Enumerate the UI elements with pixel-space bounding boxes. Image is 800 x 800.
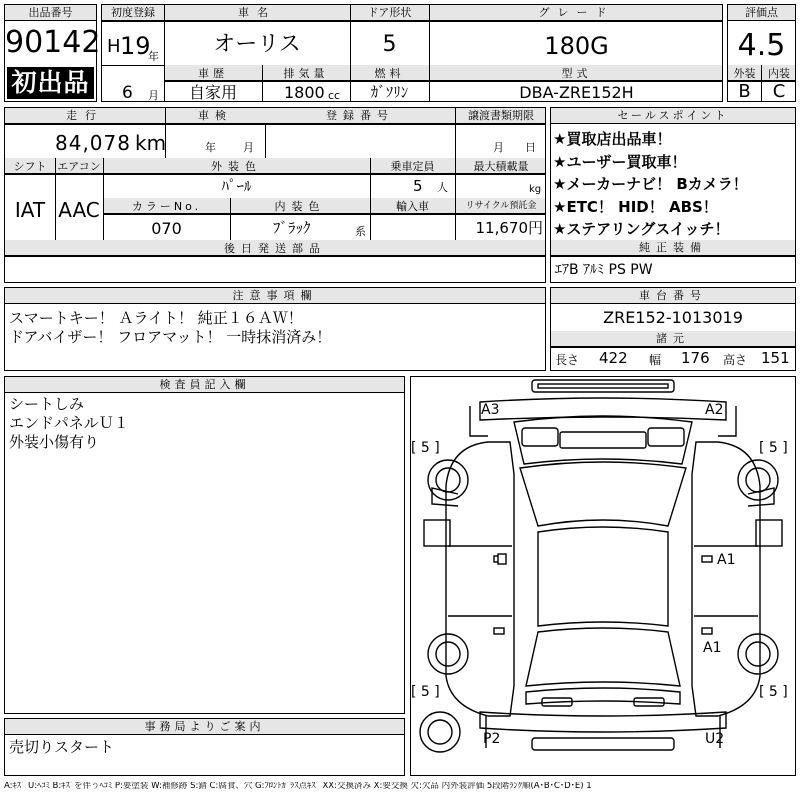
import-label: 輸入車 bbox=[396, 200, 429, 213]
shift: IAT bbox=[14, 198, 46, 222]
mark-u2: U2 bbox=[705, 731, 725, 747]
displacement-label: 排気量 bbox=[283, 67, 329, 80]
length: 422 bbox=[599, 349, 628, 367]
transfer-label: 譲渡書類期限 bbox=[468, 109, 534, 122]
exterior-color-label: 外装色 bbox=[211, 160, 262, 173]
sales-point-item: ★メーカーナビ！ Bカメラ！ bbox=[553, 175, 748, 193]
exterior-grade: B bbox=[738, 81, 751, 102]
vehicle-damage-diagram bbox=[410, 376, 796, 776]
doors: 5 bbox=[382, 32, 397, 57]
model: DBA-ZRE152H bbox=[519, 83, 634, 102]
mark-a2: A2 bbox=[705, 402, 724, 418]
height: 151 bbox=[761, 349, 790, 367]
score: 4.5 bbox=[737, 28, 786, 63]
exterior-grade-label: 外装 bbox=[733, 67, 756, 80]
tyre-depth-front-left: [ 5 ] bbox=[411, 440, 440, 456]
diagram-box bbox=[410, 376, 796, 776]
sales-point-item: ★買取店出品車！ bbox=[553, 130, 672, 148]
month-unit: 月 bbox=[148, 89, 159, 102]
sales-points-box bbox=[550, 107, 796, 283]
mileage: 84,078 bbox=[55, 131, 131, 155]
office-text: 売切りスタート bbox=[9, 738, 115, 756]
inspector-line: 外装小傷有り bbox=[9, 433, 100, 451]
width-label: 幅 bbox=[649, 353, 662, 367]
interior-color: ﾌﾞﾗｯｸ bbox=[273, 219, 311, 237]
recycle-label: リサイクル預託金 bbox=[465, 201, 537, 211]
note-line: ドアバイザー！ フロアマット！ 一時抹消済み！ bbox=[9, 328, 332, 346]
width: 176 bbox=[681, 349, 710, 367]
displacement: 1800 bbox=[284, 83, 325, 102]
notes-box bbox=[4, 287, 546, 371]
shift-label: シフト bbox=[13, 160, 47, 173]
note-line: スマートキー！ Ａライト！ 純正１６ＡＷ！ bbox=[9, 309, 303, 327]
office-box bbox=[4, 718, 405, 776]
model-label: 型式 bbox=[561, 67, 592, 80]
mark-a1-front: A1 bbox=[717, 552, 736, 568]
score-label: 評価点 bbox=[728, 5, 795, 21]
car-name: オーリス bbox=[213, 32, 301, 57]
mark-a1-rear: A1 bbox=[703, 640, 722, 656]
color-no-label: カラーNo. bbox=[131, 200, 202, 213]
sales-point-item: ★ステアリングスイッチ！ bbox=[553, 220, 730, 238]
sales-point-item: ★ETC！ HID！ ABS！ bbox=[553, 197, 718, 216]
inspection-year-unit: 年 bbox=[205, 141, 216, 154]
max-load-label: 最大積載量 bbox=[473, 160, 529, 173]
sales-points-list bbox=[553, 128, 748, 241]
equipment-items: ｴｱB ｱﾙﾐ PS PW bbox=[555, 262, 653, 278]
color-no: 070 bbox=[151, 219, 182, 238]
grade: 180G bbox=[544, 32, 609, 60]
height-label: 高さ bbox=[723, 353, 748, 367]
mileage-label: 走行 bbox=[66, 109, 104, 122]
registration-label: 登録番号 bbox=[326, 109, 394, 122]
max-load-unit: kg bbox=[529, 184, 542, 195]
reg-month: 6 bbox=[122, 83, 133, 103]
year-unit: 年 bbox=[148, 50, 159, 63]
vehicle-header-box bbox=[101, 4, 723, 102]
score-box bbox=[727, 4, 796, 102]
first-listing-badge: 初出品 bbox=[7, 67, 94, 99]
fuel-label: 燃料 bbox=[374, 67, 405, 80]
capacity: 5 bbox=[413, 177, 423, 195]
chassis-box bbox=[550, 287, 796, 371]
grade-label: グレード bbox=[538, 6, 615, 19]
mark-p2: P2 bbox=[483, 731, 501, 747]
inspection-label: 車検 bbox=[198, 109, 232, 122]
lot-number-box bbox=[4, 4, 101, 102]
inspection-month-unit: 月 bbox=[243, 141, 254, 154]
mileage-unit: km bbox=[135, 131, 167, 155]
lot-number: 90142 bbox=[5, 25, 101, 60]
tyre-depth-front-right: [ 5 ] bbox=[759, 440, 788, 456]
notes-label: 注意事項欄 bbox=[5, 288, 545, 304]
chassis-number: ZRE152-1013019 bbox=[603, 308, 743, 327]
ac-label: エアコン bbox=[57, 160, 101, 173]
capacity-unit: 人 bbox=[437, 181, 448, 194]
transfer-day-unit: 日 bbox=[525, 141, 536, 154]
tyre-depth-rear-left: [ 5 ] bbox=[411, 684, 440, 700]
interior-color-suffix: 系 bbox=[355, 225, 366, 238]
first-reg-label: 初度登録 bbox=[111, 6, 155, 19]
exterior-color: ﾊﾟｰﾙ bbox=[221, 177, 252, 195]
inspector-box bbox=[4, 376, 405, 714]
lot-number-label: 出品番号 bbox=[5, 5, 96, 21]
inspector-line: シートしみ bbox=[9, 395, 85, 413]
tyre-depth-rear-right: [ 5 ] bbox=[759, 684, 788, 700]
transfer-month-unit: 月 bbox=[493, 141, 504, 154]
chassis-label: 車台番号 bbox=[551, 288, 795, 304]
interior-grade-label: 内装 bbox=[768, 67, 790, 80]
inspector-label: 検査員記入欄 bbox=[5, 377, 404, 393]
length-label: 長さ bbox=[555, 353, 580, 367]
details-box bbox=[4, 107, 546, 283]
sales-points-label: セールスポイント bbox=[551, 108, 795, 124]
doors-label: ドア形状 bbox=[367, 6, 412, 19]
recycle-fee: 11,670円 bbox=[475, 219, 543, 237]
office-label: 事務局よりご案内 bbox=[5, 719, 404, 735]
inspector-line: エンドパネルＵ１ bbox=[9, 414, 129, 432]
sales-point-item: ★ユーザー買取車！ bbox=[553, 152, 687, 171]
legend-footer: A:ｷｽﾞ U:ﾍｺﾐ B:ｷｽﾞを伴うﾍｺﾐ P:要塗装 W:補修跡 S:錆 C:腐食、穴 G:ﾌﾛﾝﾄｶﾞﾗｽ点ｷｽﾞ XX:交換済み X:要交換 欠:欠品 内外装評価 5段階ﾗﾝｸ順(A･B･C･D･E) 1 bbox=[4, 782, 592, 791]
displacement-unit: cc bbox=[328, 89, 341, 102]
ac: AAC bbox=[58, 198, 100, 222]
car-name-label: 車名 bbox=[238, 6, 276, 19]
later-parts-label: 後日発送部品 bbox=[224, 242, 326, 255]
spec-label: 諸元 bbox=[551, 331, 795, 347]
mark-a3: A3 bbox=[481, 402, 500, 418]
fuel: ｶﾞｿﾘﾝ bbox=[370, 83, 409, 101]
equipment-label: 純正装備 bbox=[551, 240, 795, 256]
era: H bbox=[107, 36, 121, 57]
interior-grade: C bbox=[772, 81, 786, 102]
reg-year: 19 bbox=[120, 32, 151, 60]
capacity-label: 乗車定員 bbox=[390, 160, 435, 173]
history: 自家用 bbox=[188, 83, 237, 102]
history-label: 車歴 bbox=[198, 67, 228, 80]
interior-color-label: 内装色 bbox=[274, 200, 326, 213]
